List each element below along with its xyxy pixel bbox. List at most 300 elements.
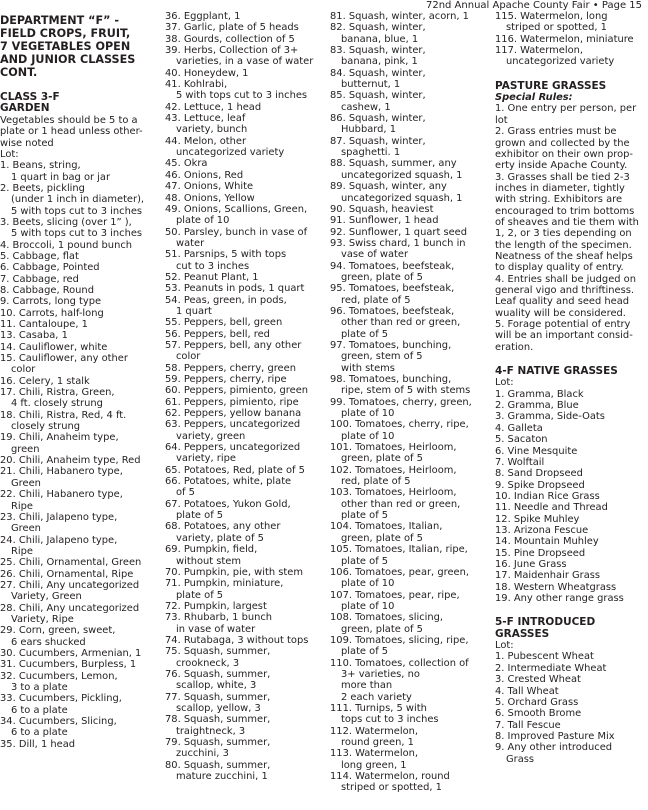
item-continuation: spaghetti. 1 (341, 147, 401, 159)
item-text: 67. Potatoes, Yukon Gold, (165, 498, 291, 510)
list-item (330, 283, 486, 306)
list-item (165, 227, 321, 250)
list-item (0, 342, 156, 353)
list-item (0, 625, 156, 648)
list-item (0, 376, 156, 387)
intro-line: plate or 1 head unless other- (0, 126, 143, 138)
list-item (330, 567, 486, 590)
list-line: 1, 2, or 3 ties depending on (495, 228, 632, 240)
list-line: 7. Wolftail (495, 456, 545, 468)
list-item (0, 262, 156, 273)
list-line: will be an important consid- (495, 330, 633, 342)
item-text: 107. Tomatoes, pear, ripe, (330, 589, 460, 601)
item-text: 23. Chili, Jalapeno type, (0, 511, 118, 523)
item-continuation: Green (11, 523, 41, 535)
item-text: 92. Sunflower, 1 quart seed (330, 226, 468, 238)
list-item (495, 742, 645, 765)
item-continuation: plate of 10 (341, 430, 395, 442)
column-2 (165, 11, 321, 782)
item-text: 7. Tall Fescue (495, 719, 561, 731)
list-item (330, 340, 486, 374)
item-text: 45. Okra (165, 158, 208, 170)
list-item (330, 306, 486, 340)
list-item (165, 204, 321, 227)
list-item (0, 251, 156, 262)
item-text: 39. Herbs, Collection of 3+ (165, 45, 299, 57)
list-line: 3. Gramma, Side-Oats (495, 411, 605, 423)
item-text: 79. Squash, summer, (165, 737, 271, 748)
class-title: CLASS 3-F (0, 91, 60, 103)
item-continuation: water (176, 237, 205, 249)
introduced-grasses-title: 5-F INTRODUCED GRASSES (495, 616, 596, 640)
list-item (165, 317, 321, 328)
list-line: 18. Western Wheatgrass (495, 581, 617, 593)
item-continuation: green, stem of 5 (341, 351, 423, 363)
list-line: inches in diameter, tightly (495, 182, 625, 194)
item-text: 5. Cabbage, flat (0, 250, 79, 262)
list-line: encouraged to trim bottoms (495, 205, 635, 217)
list-item (330, 465, 486, 488)
item-continuation: round green, 1 (341, 737, 414, 748)
introduced-grasses-list (495, 651, 645, 764)
item-text: 44. Melon, other (165, 135, 247, 147)
item-text: 95. Tomatoes, beefsteak, (330, 283, 455, 295)
list-line: 15. Pine Dropseed (495, 547, 586, 559)
item-continuation: uncategorized squash, 1 (341, 169, 463, 181)
item-text: 76. Squash, summer, (165, 668, 271, 680)
department-title-line: AND JUNIOR CLASSES (0, 53, 136, 66)
item-continuation: plate of 5 (341, 555, 389, 567)
item-continuation: in vase of water (176, 623, 256, 635)
list-line: of sheaves and tie them with (495, 216, 639, 228)
list-item (0, 319, 156, 330)
item-text: 19. Chili, Anaheim type, (0, 432, 119, 444)
item-continuation: 1 quart (176, 305, 212, 317)
list-item (0, 296, 156, 307)
item-continuation: without stem (176, 555, 241, 567)
item-text: 114. Watermelon, round (330, 771, 450, 783)
item-continuation: cashew, 1 (341, 101, 391, 113)
item-continuation: green (11, 443, 40, 455)
item-text: 33. Cucumbers, Pickling, (0, 693, 122, 705)
list-item (165, 669, 321, 692)
list-item (165, 385, 321, 396)
item-text: 46. Onions, Red (165, 169, 244, 181)
item-text: 49. Onions, Scallions, Green, (165, 203, 308, 215)
list-item (330, 487, 486, 521)
list-item (0, 387, 156, 410)
list-item (165, 442, 321, 465)
list-item (330, 703, 486, 726)
item-text: 73. Rhubarb, 1 bunch (165, 612, 273, 624)
intro-line: wise noted (0, 137, 54, 149)
list-line: general vigo and thriftiness. (495, 284, 635, 296)
item-text: 9. Any other introduced (495, 742, 613, 754)
list-item (0, 535, 156, 558)
item-continuation: green, plate of 5 (341, 532, 423, 544)
item-continuation: red, plate of 5 (341, 476, 411, 488)
list-item (165, 737, 321, 760)
list-item (495, 34, 645, 45)
item-text: 84. Squash, winter, (330, 67, 426, 79)
item-text: 66. Potatoes, white, plate (165, 476, 292, 488)
list-line: 1. Gramma, Black (495, 388, 584, 400)
item-text: 6. Cabbage, Pointed (0, 262, 100, 274)
list-line: 4. Galleta (495, 422, 543, 434)
item-continuation: ripe, stem of 5 with stems (341, 385, 471, 397)
list-line: 16. June Grass (495, 558, 567, 570)
item-continuation: varieties, in a vase of water (176, 56, 314, 68)
list-item (330, 771, 486, 794)
list-item (0, 240, 156, 251)
list-item (0, 739, 156, 750)
item-continuation: other than red or green, (341, 498, 461, 510)
item-text: 78. Squash, summer, (165, 714, 271, 726)
list-item (165, 283, 321, 294)
item-text: 105. Tomatoes, Italian, ripe, (330, 544, 468, 556)
list-item (330, 227, 486, 238)
list-item (330, 45, 486, 68)
list-line: 1. One entry per person, per (495, 103, 637, 115)
item-text: 63. Peppers, uncategorized (165, 419, 301, 431)
item-continuation: plate of 5 (341, 328, 389, 340)
list-item (330, 136, 486, 159)
list-item (165, 79, 321, 102)
item-text: 4. Tall Wheat (495, 685, 559, 697)
list-item (165, 340, 321, 363)
list-item (165, 272, 321, 283)
list-item (165, 295, 321, 318)
item-continuation: green, plate of 5 (341, 623, 423, 635)
item-continuation: banana, pink, 1 (341, 56, 418, 68)
item-continuation: scallop, white, 3 (176, 680, 257, 692)
list-item (0, 274, 156, 285)
item-continuation: butternut, 1 (341, 79, 401, 91)
list-item (165, 476, 321, 499)
item-text: 85. Squash, winter, (330, 90, 426, 102)
item-text: 5. Orchard Grass (495, 696, 579, 708)
list-line: 17. Maidenhair Grass (495, 570, 601, 582)
list-item (0, 217, 156, 240)
list-line: with string. Exhibitors are (495, 194, 623, 206)
list-item (0, 580, 156, 603)
list-item (165, 692, 321, 715)
list-line: 9. Spike Dropseed (495, 479, 585, 491)
item-continuation: more than (341, 680, 393, 692)
list-item (165, 193, 321, 204)
item-text: 65. Potatoes, Red, plate of 5 (165, 464, 305, 476)
item-continuation: plate of 5 (176, 589, 224, 601)
list-item (330, 113, 486, 136)
list-item (0, 353, 156, 376)
item-continuation: red, plate of 5 (341, 294, 411, 306)
item-continuation: of 5 (176, 487, 195, 499)
item-text: 17. Chili, Ristra, Green, (0, 387, 115, 399)
list-item (330, 261, 486, 284)
item-text: 40. Honeydew, 1 (165, 67, 249, 79)
list-line: the length of the specimen. (495, 239, 632, 251)
item-continuation: striped or spotted, 1 (341, 782, 442, 794)
item-text: 41. Kohlrabi, (165, 79, 228, 91)
list-item (0, 308, 156, 319)
special-rules (495, 103, 645, 353)
item-text: 13. Casaba, 1 (0, 330, 68, 342)
list-item (330, 11, 486, 22)
list-item (165, 612, 321, 635)
item-continuation: Variety, Ripe (11, 613, 74, 625)
item-text: 87. Squash, winter, (330, 135, 426, 147)
list-item (165, 363, 321, 374)
class-intro (0, 115, 156, 149)
list-line: 4. Entries shall be judged on (495, 273, 636, 285)
pasture-title: PASTURE GRASSES (495, 79, 607, 92)
department-title-line: 7 VEGETABLES OPEN (0, 40, 131, 53)
list-item (330, 204, 486, 215)
column-3 (330, 11, 486, 794)
list-line: Leaf quality and seed head (495, 296, 630, 308)
list-item (165, 397, 321, 408)
item-continuation: 5 with tops cut to 3 inches (176, 90, 308, 102)
item-text: 106. Tomatoes, pear, green, (330, 566, 469, 578)
item-continuation: 6 to a plate (11, 727, 68, 739)
list-item (165, 102, 321, 113)
list-item (495, 731, 645, 742)
column-4 (495, 11, 645, 765)
list-line: 11. Needle and Thread (495, 502, 608, 514)
item-continuation: plate of 5 (341, 646, 389, 658)
item-continuation: scallop, yellow, 3 (176, 702, 261, 714)
item-text: 61. Peppers, pimiento, ripe (165, 396, 299, 408)
list-line: eration. (495, 341, 534, 353)
list-item (165, 329, 321, 340)
list-item (330, 612, 486, 635)
item-continuation: (under 1 inch in diameter), (11, 194, 145, 206)
item-text: 100. Tomatoes, cherry, ripe, (330, 419, 469, 431)
item-text: 103. Tomatoes, Heirloom, (330, 487, 457, 499)
item-text: 36. Eggplant, 1 (165, 11, 241, 22)
item-text: 115. Watermelon, long (495, 11, 608, 22)
list-item (0, 648, 156, 659)
list-item (165, 499, 321, 522)
item-continuation: plate of 5 (341, 510, 389, 522)
list-item (165, 11, 321, 22)
list-item (165, 544, 321, 567)
item-continuation: variety, bunch (176, 124, 248, 136)
item-text: 3. Beets, slicing (over 1” ), (0, 216, 132, 228)
item-text: 18. Chili, Ristra, Red, 4 ft. (0, 409, 127, 421)
item-continuation: 2 each variety (341, 691, 412, 703)
list-line: 10. Indian Rice Grass (495, 490, 600, 502)
item-text: 24. Chili, Jalapeno type, (0, 534, 118, 546)
item-text: 101. Tomatoes, Heirloom, (330, 442, 457, 454)
column-1 (0, 11, 156, 750)
item-continuation: vase of water (341, 249, 409, 261)
item-continuation: crookneck, 3 (176, 657, 240, 669)
item-text: 116. Watermelon, miniature (495, 33, 634, 45)
item-continuation: 3+ varieties, no (341, 668, 420, 680)
list-line: 5. Forage potential of entry (495, 319, 631, 330)
item-text: 98. Tomatoes, bunching, (330, 374, 452, 385)
list-item (165, 22, 321, 33)
list-item (165, 465, 321, 476)
list-item (0, 489, 156, 512)
item-continuation: 5 with tops cut to 3 inches (11, 228, 143, 240)
item-text: 16. Celery, 1 stalk (0, 375, 90, 387)
list-line: erty inside Apache County. (495, 160, 628, 172)
item-continuation: 1 quart in bag or jar (11, 171, 111, 183)
garden-list-b (165, 11, 321, 782)
list-item (165, 521, 321, 544)
list-item (165, 601, 321, 612)
item-continuation: variety, plate of 5 (176, 532, 264, 544)
item-text: 91. Sunflower, 1 head (330, 215, 439, 227)
item-continuation: uncategorized squash, 1 (341, 192, 463, 204)
list-line: 2. Grass entries must be (495, 126, 617, 138)
item-text: 56. Peppers, bell, red (165, 328, 270, 340)
item-continuation: uncategorized variety (176, 147, 285, 159)
list-item (330, 374, 486, 397)
item-text: 72. Pumpkin, largest (165, 600, 267, 612)
list-item (0, 455, 156, 466)
list-item (495, 651, 645, 662)
page-header: 72nd Annual Apache County Fair • Page 15 (425, 0, 642, 11)
list-line: 6. Vine Mesquite (495, 445, 578, 457)
item-continuation: green, plate of 5 (341, 453, 423, 465)
item-continuation: uncategorized variety (506, 56, 615, 68)
list-item (495, 708, 645, 719)
item-text: 53. Peanuts in pods, 1 quart (165, 283, 305, 295)
item-continuation: 4 ft. closely strung (11, 398, 103, 410)
list-item (165, 249, 321, 272)
item-continuation: Ripe (11, 545, 33, 557)
list-item (0, 432, 156, 455)
list-item (495, 720, 645, 731)
item-text: 2. Beets, pickling (0, 182, 85, 194)
item-text: 112. Watermelon, (330, 725, 419, 737)
garden-list-a (0, 160, 156, 750)
item-continuation: zucchini, 3 (176, 748, 229, 760)
list-item (330, 68, 486, 91)
item-text: 59. Peppers, cherry, ripe (165, 374, 287, 385)
item-text: 71. Pumpkin, miniature, (165, 578, 284, 590)
item-text: 29. Corn, green, sweet, (0, 625, 116, 637)
item-text: 111. Turnips, 5 with (330, 702, 427, 714)
list-item (0, 285, 156, 296)
item-continuation: closely strung (11, 421, 81, 433)
item-text: 21. Chili, Habanero type, (0, 466, 123, 478)
item-text: 58. Peppers, cherry, green (165, 362, 296, 374)
item-text: 10. Carrots, half-long (0, 307, 104, 319)
item-text: 102. Tomatoes, Heirloom, (330, 464, 457, 476)
item-text: 74. Rutabaga, 3 without tops (165, 634, 309, 646)
list-item (495, 686, 645, 697)
item-text: 55. Peppers, bell, green (165, 317, 283, 329)
list-item (495, 11, 645, 34)
item-continuation: color (11, 364, 36, 376)
list-line: 13. Arizona Fescue (495, 524, 589, 536)
item-continuation: Grass (506, 753, 535, 765)
item-text: 62. Peppers, yellow banana (165, 408, 302, 420)
item-text: 70. Pumpkin, pie, with stem (165, 566, 303, 578)
item-text: 57. Peppers, bell, any other (165, 339, 302, 351)
item-continuation: 6 to a plate (11, 704, 68, 716)
list-line: 3. Grasses shall be tied 2-3 (495, 171, 630, 183)
intro-line: Vegetables should be 5 to a (0, 114, 138, 126)
item-text: 28. Chili, Any uncategorized (0, 602, 140, 614)
item-continuation: 6 ears shucked (11, 636, 86, 648)
list-item (0, 569, 156, 580)
list-item (0, 410, 156, 433)
item-text: 43. Lettuce, leaf (165, 113, 246, 125)
list-item (330, 90, 486, 113)
list-item (330, 748, 486, 771)
list-item (495, 45, 645, 68)
list-item (0, 183, 156, 217)
item-continuation: Hubbard, 1 (341, 124, 396, 136)
item-text: 82. Squash, winter, (330, 22, 426, 34)
item-continuation: Green (11, 477, 41, 489)
item-continuation: striped or spotted, 1 (506, 22, 607, 34)
item-text: 32. Cucumbers, Lemon, (0, 670, 118, 682)
list-item (330, 726, 486, 749)
item-text: 68. Potatoes, any other (165, 521, 281, 533)
item-text: 25. Chili, Ornamental, Green (0, 557, 142, 569)
list-item (0, 512, 156, 535)
item-text: 3. Crested Wheat (495, 674, 581, 686)
item-continuation: plate of 10 (341, 578, 395, 590)
item-text: 50. Parsley, bunch in vase of (165, 226, 308, 238)
list-line: Neatness of the sheaf helps (495, 250, 633, 262)
list-item (165, 113, 321, 136)
item-text: 8. Cabbage, Round (0, 284, 94, 296)
item-text: 37. Garlic, plate of 5 heads (165, 22, 299, 34)
list-item (0, 466, 156, 489)
item-text: 27. Chili, Any uncategorized (0, 579, 140, 591)
list-item (165, 635, 321, 646)
item-text: 15. Cauliflower, any other (0, 353, 128, 365)
item-text: 108. Tomatoes, slicing, (330, 612, 444, 624)
list-line: to display quality of entry. (495, 262, 624, 274)
item-continuation: 3 to a plate (11, 682, 68, 693)
list-item (0, 603, 156, 626)
item-text: 104. Tomatoes, Italian, (330, 521, 443, 533)
list-line: wuality will be considered. (495, 307, 626, 319)
special-rules-heading: Special Rules: (495, 92, 573, 104)
item-text: 35. Dill, 1 head (0, 738, 76, 750)
list-line: lot (495, 114, 508, 126)
item-text: 52. Peanut Plant, 1 (165, 271, 259, 283)
list-item (165, 68, 321, 79)
garden-list-d (495, 11, 645, 68)
list-item (165, 646, 321, 669)
list-line: 2. Gramma, Blue (495, 400, 579, 412)
item-text: 90. Squash, heaviest (330, 203, 434, 215)
native-grasses-title: 4-F NATIVE GRASSES (495, 365, 618, 378)
item-continuation: Ripe (11, 500, 33, 512)
item-continuation: plate of 10 (341, 408, 395, 420)
item-text: 86. Squash, winter, (330, 113, 426, 125)
item-text: 7. Cabbage, red (0, 273, 79, 285)
item-text: 60. Peppers, pimiento, green (165, 385, 309, 397)
list-item (330, 158, 486, 181)
item-text: 34. Cucumbers, Slicing, (0, 716, 117, 728)
class-subtitle: GARDEN (0, 102, 50, 115)
item-continuation: long green, 1 (341, 759, 407, 771)
item-text: 80. Squash, summer, (165, 759, 271, 771)
list-item (165, 181, 321, 192)
list-item (0, 671, 156, 694)
list-item (495, 663, 645, 674)
